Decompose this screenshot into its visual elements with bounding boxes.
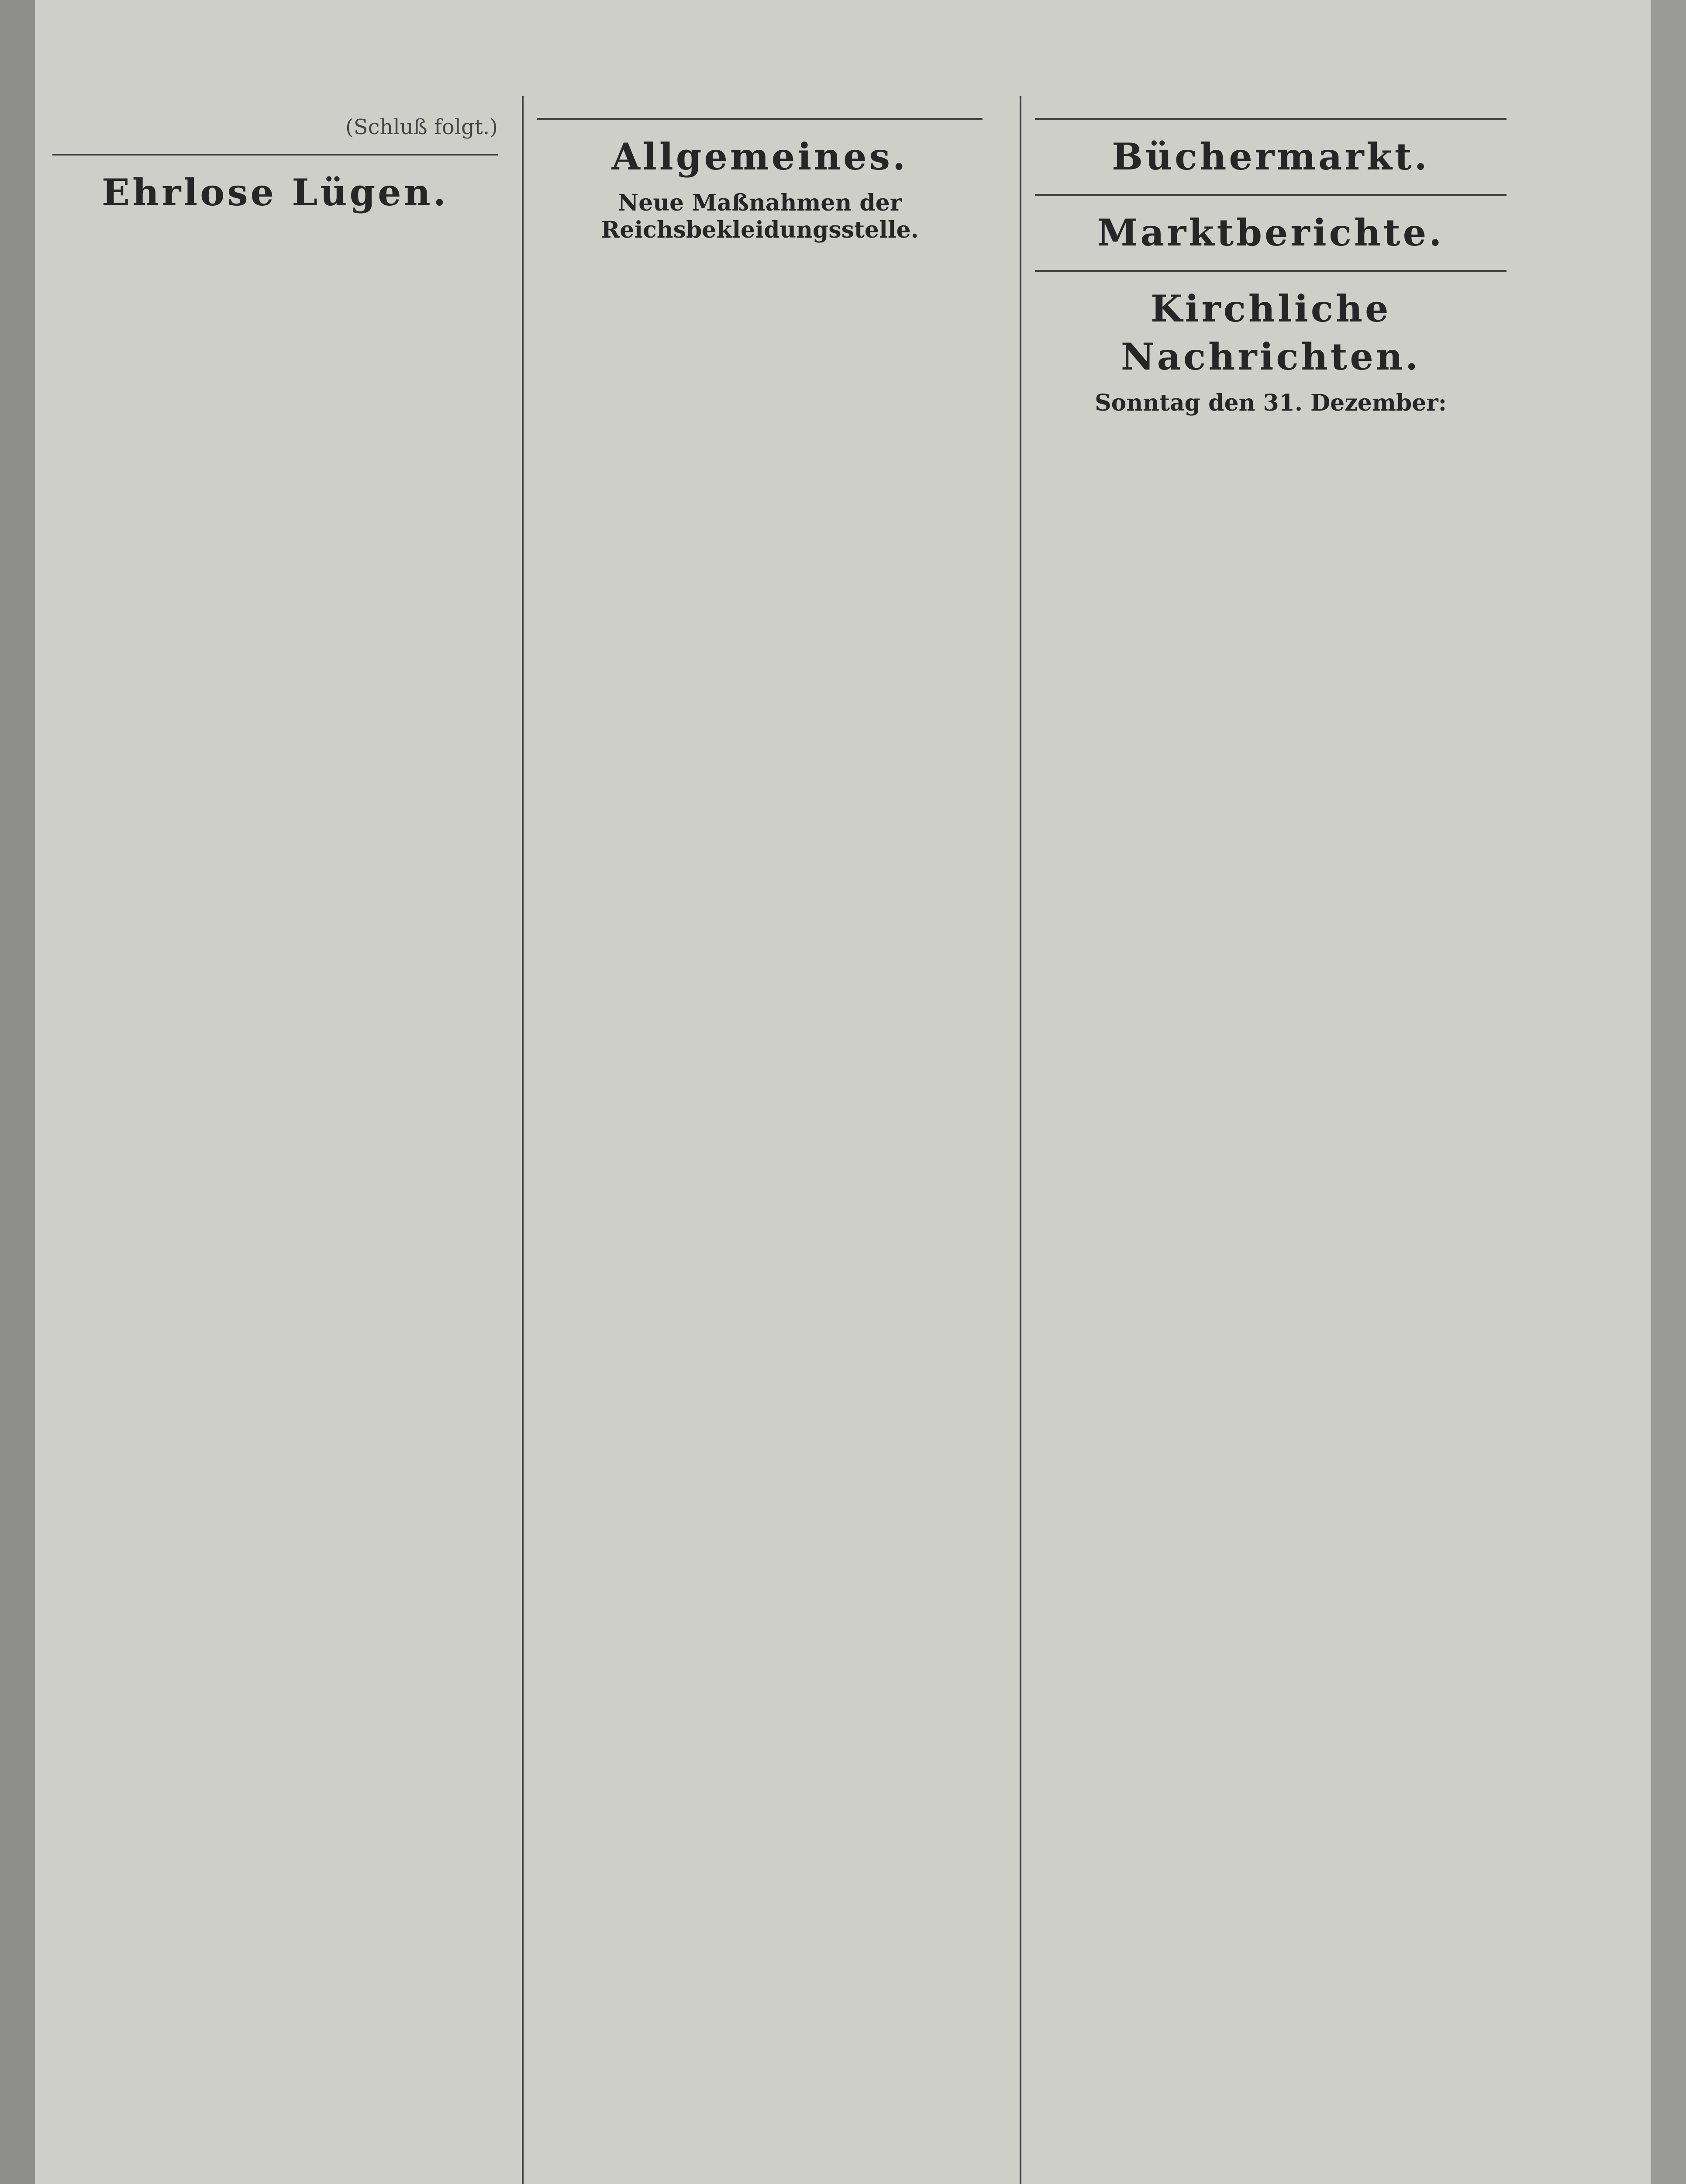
article-heading: Büchermarkt.: [1112, 135, 1430, 178]
article-heading: Marktberichte.: [1097, 211, 1445, 254]
section-divider: [1035, 270, 1507, 272]
article-heading: Ehrlose Lügen.: [102, 171, 448, 214]
binding-edge: [0, 0, 35, 2184]
article-subheading: Sonntag den 31. Dezember:: [1095, 390, 1447, 416]
article-heading: Kirchliche Nachrichten.: [1121, 287, 1421, 378]
section-divider: [1035, 118, 1507, 120]
column-1: [52, 105, 498, 225]
section-divider: [537, 118, 983, 120]
column-2: [537, 105, 983, 252]
article-heading: Allgemeines.: [611, 135, 908, 178]
column-rule: [522, 96, 524, 2184]
section-divider: [52, 154, 498, 156]
continuation-note: (Schluß folgt.): [345, 115, 498, 139]
column-3: [1035, 105, 1507, 425]
article-subheading: Neue Maßnahmen der Reichsbekleidungsstelle.: [601, 190, 919, 243]
section-divider: [1035, 194, 1507, 196]
column-rule: [1020, 96, 1021, 2184]
